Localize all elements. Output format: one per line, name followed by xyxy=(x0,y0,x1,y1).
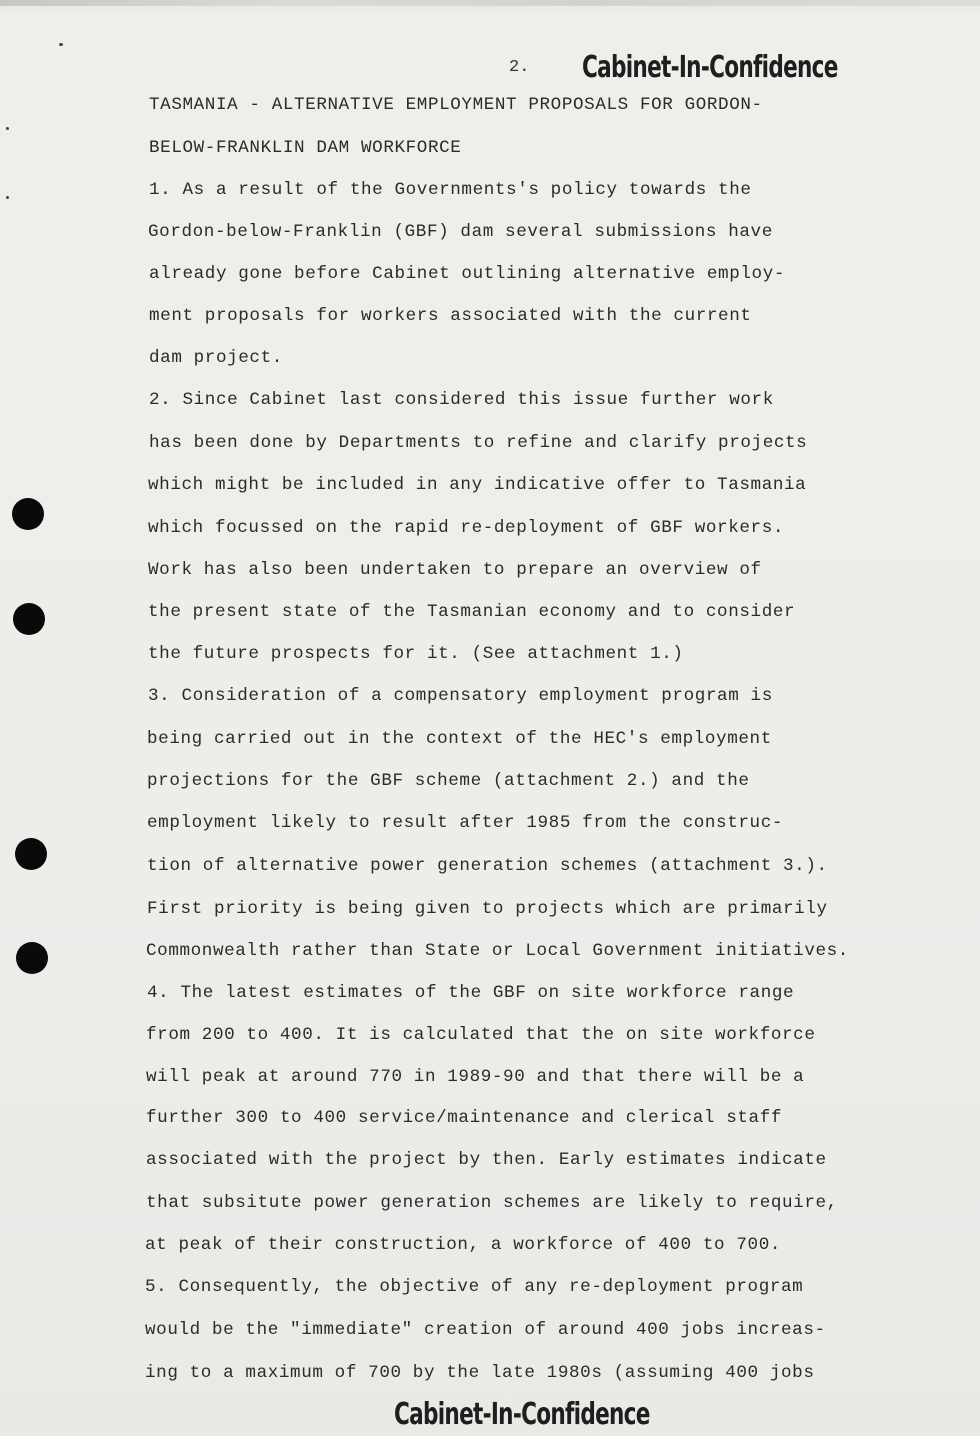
text-line: from 200 to 400. It is calculated that the on site workforce xyxy=(146,1025,816,1045)
text-line: that subsitute power generation schemes are likely to require, xyxy=(146,1193,838,1213)
classification-stamp-bottom: Cabinet-In-Confidence xyxy=(394,1397,650,1432)
scan-speck xyxy=(6,127,9,130)
text-line: First priority is being given to projects which are primarily xyxy=(147,899,828,919)
text-line: being carried out in the context of the HEC's employment xyxy=(147,729,772,749)
text-line: 3. Consideration of a compensatory employment program is xyxy=(148,686,773,706)
text-line: already gone before Cabinet outlining alternative employ- xyxy=(149,264,786,284)
punch-hole xyxy=(15,838,47,870)
text-line: Commonwealth rather than State or Local Government initiatives. xyxy=(146,941,849,961)
classification-stamp-top: Cabinet-In-Confidence xyxy=(582,50,838,85)
text-line: Work has also been undertaken to prepare an overview of xyxy=(148,560,762,580)
text-line: BELOW-FRANKLIN DAM WORKFORCE xyxy=(149,138,462,158)
text-line: 2. Since Cabinet last considered this issue further work xyxy=(149,390,774,410)
text-line: 4. The latest estimates of the GBF on site workforce range xyxy=(147,983,795,1003)
text-line: projections for the GBF scheme (attachment 2.) and the xyxy=(147,771,750,791)
text-line: the future prospects for it. (See attachment 1.) xyxy=(148,644,684,664)
text-line: will peak at around 770 in 1989-90 and that there will be a xyxy=(146,1067,805,1087)
scan-top-edge xyxy=(0,0,980,6)
text-line: at peak of their construction, a workforce of 400 to 700. xyxy=(145,1235,782,1255)
scan-speck xyxy=(6,196,9,199)
text-line: which focussed on the rapid re-deployment of GBF workers. xyxy=(148,518,785,538)
text-line: 1. As a result of the Governments's policy towards the xyxy=(149,180,752,200)
punch-hole xyxy=(16,942,48,974)
text-line: ing to a maximum of 700 by the late 1980s (assuming 400 jobs xyxy=(145,1363,815,1383)
text-line: the present state of the Tasmanian economy and to consider xyxy=(148,602,796,622)
text-line: employment likely to result after 1985 from the construc- xyxy=(147,813,784,833)
text-line: has been done by Departments to refine and clarify projects xyxy=(149,433,808,453)
text-line: ment proposals for workers associated with the current xyxy=(149,306,752,326)
punch-hole xyxy=(13,603,45,635)
page-number: 2. xyxy=(509,58,530,77)
text-line: tion of alternative power generation schemes (attachment 3.). xyxy=(147,856,828,876)
punch-hole xyxy=(12,498,44,530)
text-line: further 300 to 400 service/maintenance and clerical staff xyxy=(146,1108,783,1128)
text-line: associated with the project by then. Early estimates indicate xyxy=(146,1150,827,1170)
text-line: would be the "immediate" creation of around 400 jobs increas- xyxy=(145,1320,826,1340)
text-line: TASMANIA - ALTERNATIVE EMPLOYMENT PROPOSALS FOR GORDON- xyxy=(149,95,763,115)
text-line: dam project. xyxy=(149,348,283,368)
text-line: Gordon-below-Franklin (GBF) dam several submissions have xyxy=(148,222,773,242)
text-line: 5. Consequently, the objective of any re-deployment program xyxy=(145,1277,804,1297)
scan-speck xyxy=(59,43,63,46)
text-line: which might be included in any indicative offer to Tasmania xyxy=(148,475,807,495)
